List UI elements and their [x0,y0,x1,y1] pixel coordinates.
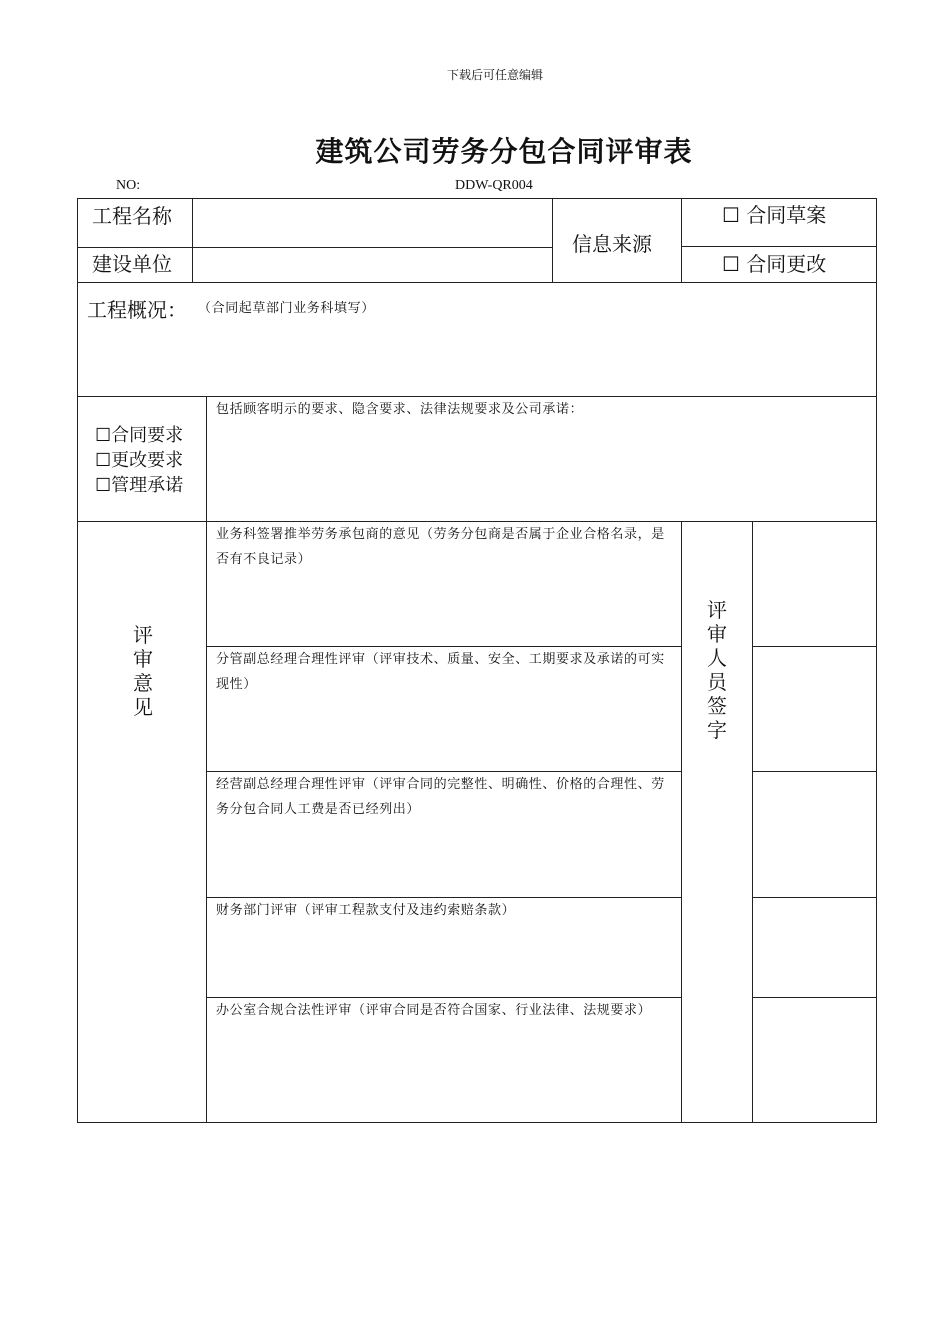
review-item-operations-deputy-gm: 经营副总经理合理性评审（评审合同的完整性、明确性、价格的合理性、劳务分包合同人工费是否已经列出） [216,777,665,817]
overview-note: （合同起草部门业务科填写） [198,301,375,316]
doc-no-value: DDW-QR004 [455,178,533,193]
requirements-description: 包括顾客明示的要求、隐含要求、法律法规要求及公司承诺： [216,402,584,417]
builder-label: 建设单位 [92,252,172,276]
option-contract-draft[interactable]: ☐ 合同草案 [722,203,827,227]
option-contract-change[interactable]: ☐ 合同更改 [722,252,827,276]
review-item-office-compliance: 办公室合规合法性评审（评审合同是否符合国家、行业法律、法规要求） [216,1003,652,1018]
requirement-options [95,423,183,498]
option-change-requirement[interactable]: ☐更改要求 [95,450,184,471]
doc-no-label: NO: [116,178,141,193]
builder-field[interactable] [193,248,551,281]
overview-field[interactable] [80,320,874,394]
signature-cell[interactable] [753,898,875,996]
project-name-field[interactable] [193,199,551,246]
signature-cell[interactable] [753,522,875,645]
review-label-char: 审 [133,647,153,671]
reviewer-signature-label [705,598,729,742]
signature-label-char: 签 [707,694,727,718]
signature-label-char: 字 [707,718,727,742]
header-note: 下载后可任意编辑 [446,68,543,82]
page-title: 建筑公司劳务分包合同评审表 [315,135,693,168]
review-item-finance-dept: 财务部门评审（评审工程款支付及违约索赔条款） [216,903,516,918]
review-label-char: 见 [133,695,153,719]
signature-label-char: 员 [707,670,727,694]
review-item-deputy-gm-rationality: 分管副总经理合理性评审（评审技术、质量、安全、工期要求及承诺的可实现性） [216,652,665,692]
signature-cell[interactable] [753,772,875,896]
review-item-business-dept: 业务科签署推举劳务承包商的意见（劳务分包商是否属于企业合格名录，是否有不良记录） [216,527,665,567]
overview-label: 工程概况： [87,298,187,322]
signature-label-char: 人 [707,646,727,670]
review-label-char: 意 [133,671,153,695]
info-source-label: 信息来源 [572,232,652,256]
signature-cell[interactable] [753,647,875,770]
signature-label-char: 评 [707,598,727,622]
signature-label-char: 审 [707,622,727,646]
project-name-label: 工程名称 [92,204,172,228]
review-label-char: 评 [133,623,153,647]
review-opinion-label [131,623,155,719]
option-management-commitment[interactable]: ☐管理承诺 [95,475,184,496]
option-contract-requirement[interactable]: ☐合同要求 [95,425,184,446]
signature-cell[interactable] [753,998,875,1121]
